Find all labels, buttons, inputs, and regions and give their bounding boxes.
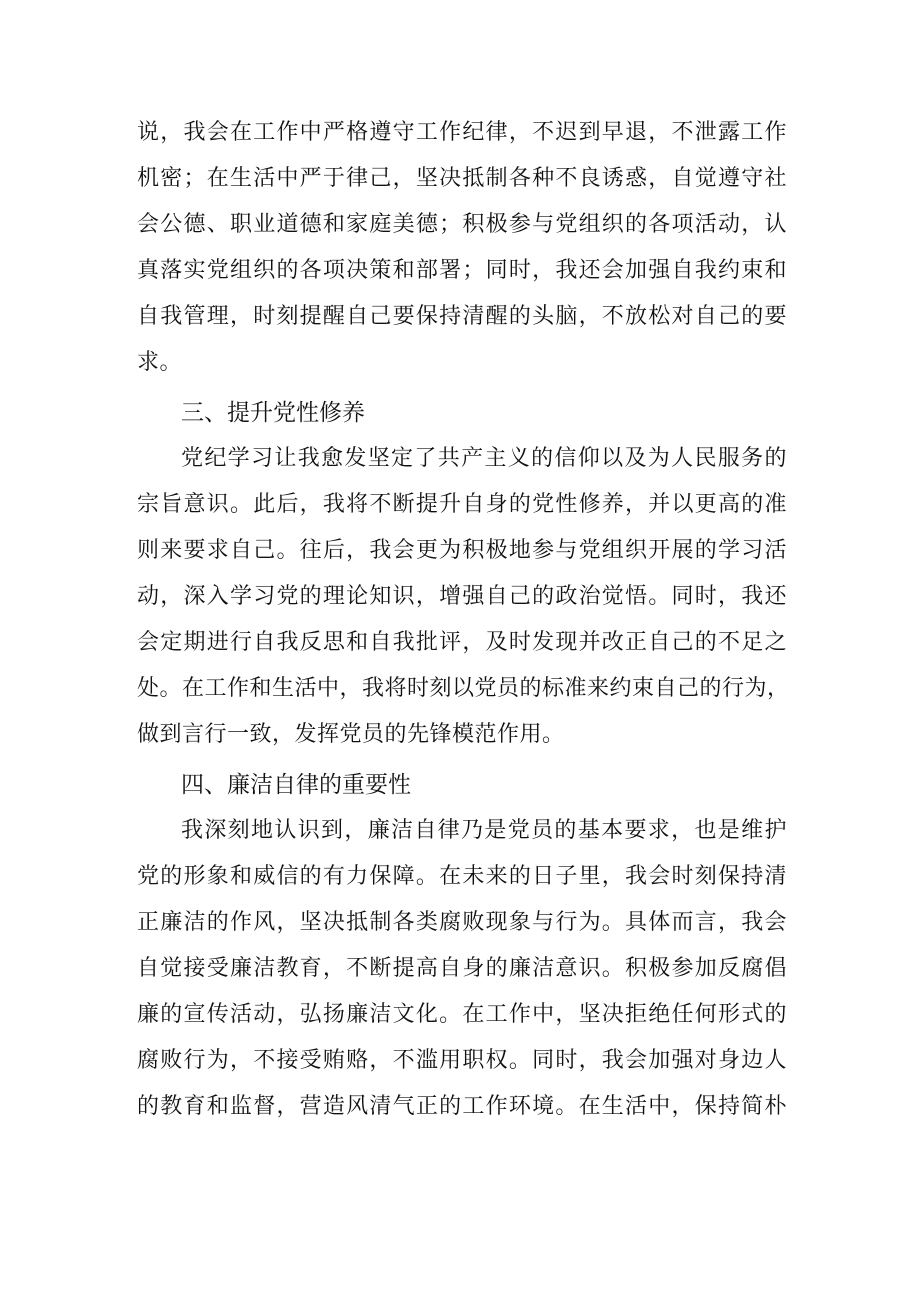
paragraph-line: 正廉洁的作风，坚决抵制各类腐败现象与行为。具体而言，我会	[137, 910, 787, 935]
section-4-paragraph	[137, 808, 787, 1130]
paragraph-line: 廉的宣传活动，弘扬廉洁文化。在工作中，坚决拒绝任何形式的	[137, 1002, 787, 1027]
paragraph-line: 则来要求自己。往后，我会更为积极地参与党组织开展的学习活	[137, 538, 787, 563]
paragraph-line: 会定期进行自我反思和自我批评，及时发现并改正自己的不足之	[137, 630, 787, 655]
paragraph-line: 处。在工作和生活中，我将时刻以党员的标准来约束自己的行为，	[137, 676, 790, 701]
paragraph-line: 的教育和监督，营造风清气正的工作环境。在生活中，保持简朴	[137, 1094, 787, 1119]
paragraph-line: 自我管理，时刻提醒自己要保持清醒的头脑，不放松对自己的要	[137, 304, 787, 329]
paragraph-line: 宗旨意识。此后，我将不断提升自身的党性修养，并以更高的准	[137, 492, 787, 517]
paragraph-line: 动，深入学习党的理论知识，增强自己的政治觉悟。同时，我还	[137, 584, 787, 609]
document-body	[137, 110, 790, 1130]
paragraph-line: 党纪学习让我愈发坚定了共产主义的信仰以及为人民服务的	[181, 446, 787, 471]
paragraph-line: 腐败行为，不接受贿赂，不滥用职权。同时，我会加强对身边人	[137, 1048, 787, 1073]
paragraph-line: 党的形象和威信的有力保障。在未来的日子里，我会时刻保持清	[137, 864, 787, 889]
paragraph-line: 说，我会在工作中严格遵守工作纪律，不迟到早退，不泄露工作	[137, 120, 787, 145]
paragraph-line: 机密；在生活中严于律己，坚决抵制各种不良诱惑，自觉遵守社	[137, 166, 787, 191]
paragraph-line: 会公德、职业道德和家庭美德；积极参与党组织的各项活动，认	[137, 212, 787, 237]
paragraph-line: 自觉接受廉洁教育，不断提高自身的廉洁意识。积极参加反腐倡	[137, 956, 787, 981]
section-3-heading: 三、提升党性修养	[181, 400, 365, 426]
paragraph-line: 真落实党组织的各项决策和部署；同时，我还会加强自我约束和	[137, 258, 787, 283]
section-3-paragraph	[137, 436, 790, 758]
paragraph-line: 做到言行一致，发挥党员的先锋模范作用。	[137, 722, 565, 747]
paragraph-line: 我深刻地认识到，廉洁自律乃是党员的基本要求，也是维护	[181, 818, 787, 843]
paragraph-line: 求。	[137, 350, 183, 375]
paragraph-1	[137, 110, 787, 386]
section-4-heading: 四、廉洁自律的重要性	[181, 772, 411, 798]
